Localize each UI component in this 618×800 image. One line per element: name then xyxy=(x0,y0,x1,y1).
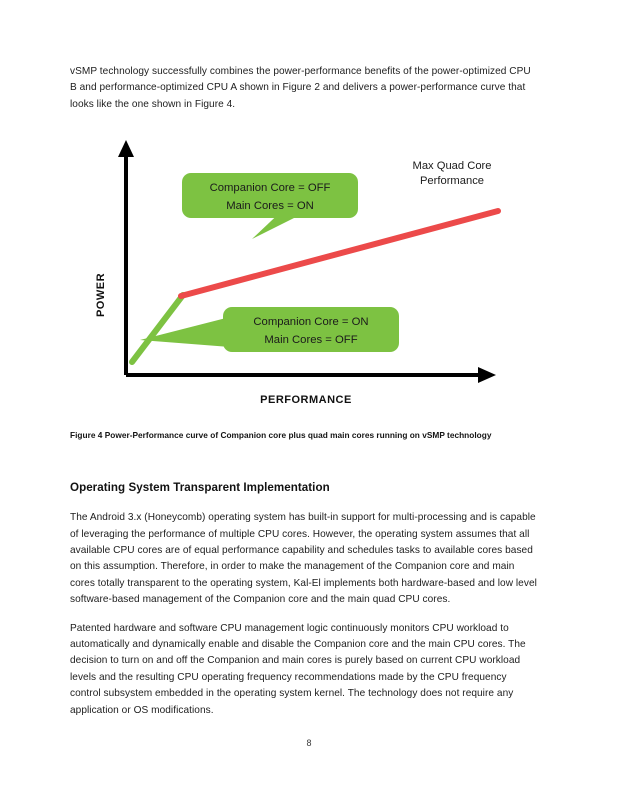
y-axis-arrowhead xyxy=(118,140,134,157)
section-heading: Operating System Transparent Implementation xyxy=(70,481,330,495)
series-main-quad-core-red-line xyxy=(181,211,498,296)
y-axis-label: POWER xyxy=(95,273,107,318)
figure-4-power-performance-chart xyxy=(70,135,538,420)
callout-main-cores-on-line2: Main Cores = ON xyxy=(226,200,314,213)
figure-caption: Figure 4 Power-Performance curve of Companion core plus quad main cores running on vSMP technology xyxy=(70,430,492,441)
callout-main-cores-on xyxy=(182,173,358,239)
callout-companion-core-on-line1: Companion Core = ON xyxy=(253,316,369,329)
page-content xyxy=(70,64,538,731)
callout-companion-core-on-line2: Main Cores = OFF xyxy=(264,334,358,347)
annotation-max-quad-core-line1: Max Quad Core xyxy=(412,160,492,173)
callout-main-cores-on-line1: Companion Core = OFF xyxy=(209,182,331,195)
intro-paragraph: vSMP technology successfully combines the power-performance benefits of the power-optimized CPU B and performance-optimized CPU A shown in Figure 2 and delivers a power-performance curve that looks like the one shown in Figure 4. xyxy=(70,66,531,110)
annotation-max-quad-core-line2: Performance xyxy=(419,175,485,188)
body-paragraph-2: Patented hardware and software CPU management logic continuously monitors CPU workload to automatically and dynamically enable and disable the Companion core and the main CPU cores. The decision to turn on and off the Companion and main cores is purely based on current CPU workload levels and the resulting CPU operating frequency recommendations made by the CPU frequency control subsystem embedded in the operating system kernel. The technology does not require any application or OS modifications. xyxy=(70,622,526,716)
series-companion-core-green-line xyxy=(132,295,183,362)
page-number: 8 xyxy=(306,738,312,748)
chart-svg xyxy=(70,135,538,420)
body-paragraph-1: The Android 3.x (Honeycomb) operating system has built-in support for multi-processing and is capable of leveraging the performance of multiple CPU cores. However, the operating system assumes that all available CPU cores are of equal performance capability and schedules tasks to available cores based on this assumption. Therefore, in order to make the management of the Companion core and main cores totally transparent to the operating system, Kal-El implements both hardware-based and low level software-based management of the Companion core and the main quad CPU cores. xyxy=(70,512,537,606)
callout-companion-core-on xyxy=(140,307,399,352)
x-axis-label: PERFORMANCE xyxy=(260,394,352,407)
x-axis-arrowhead xyxy=(478,367,496,383)
